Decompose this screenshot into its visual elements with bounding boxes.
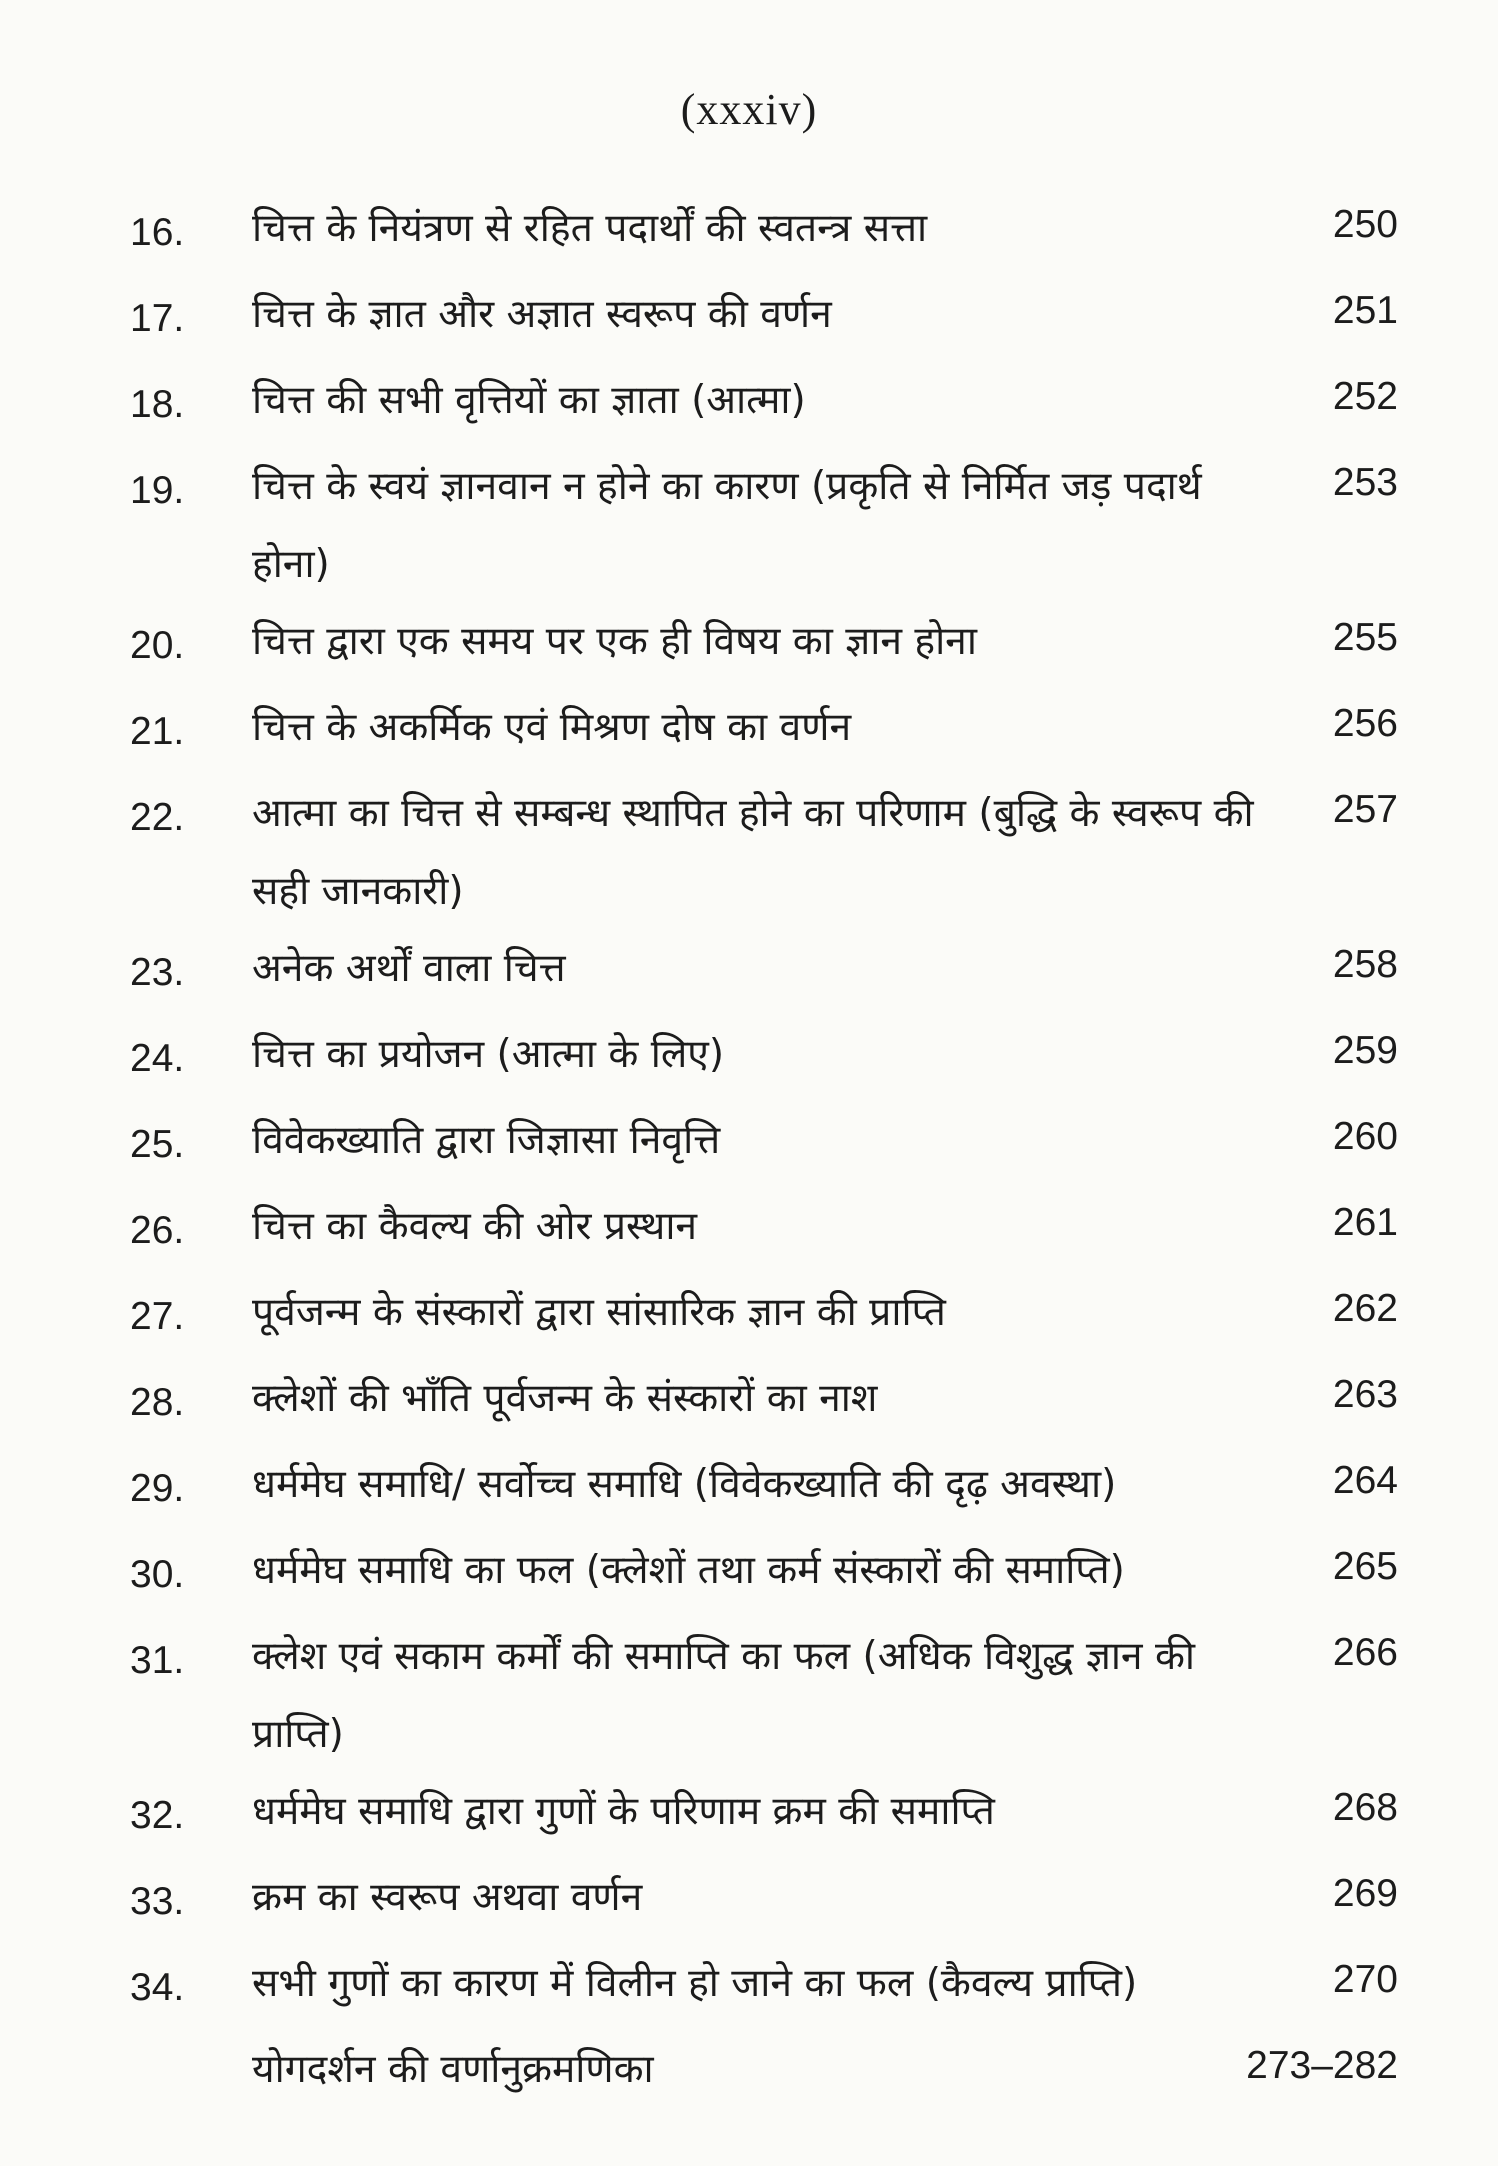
toc-entry (0, 1773, 1498, 1859)
entry-title: धर्ममेघ समाधि का फल (क्लेशों तथा कर्म संस्कारों की समाप्ति) (252, 1548, 1125, 1593)
entry-page: 273–282 (1246, 2044, 1398, 2087)
entry-page: 265 (1332, 1545, 1398, 1588)
toc-entry (0, 1945, 1498, 2031)
entry-number: 18. (130, 383, 185, 426)
entry-page: 270 (1332, 1958, 1398, 2001)
entry-number: 33. (130, 1880, 185, 1923)
toc-entry (0, 689, 1498, 775)
entry-number: 27. (130, 1295, 185, 1338)
toc-entry (0, 1102, 1498, 1188)
toc-entry (0, 1618, 1498, 1773)
entry-number: 32. (130, 1794, 185, 1837)
entry-page: 269 (1332, 1872, 1398, 1915)
entry-title: चित्त की सभी वृत्तियों का ज्ञाता (आत्मा) (252, 378, 806, 423)
entry-title: चित्त द्वारा एक समय पर एक ही विषय का ज्ञान होना (252, 619, 977, 664)
entry-number: 20. (130, 624, 185, 667)
entry-page: 250 (1332, 203, 1398, 246)
entry-number: 29. (130, 1467, 185, 1510)
toc-entry (0, 1859, 1498, 1945)
toc-entry (0, 276, 1498, 362)
entry-title: विवेकख्याति द्वारा जिज्ञासा निवृत्ति (252, 1118, 721, 1163)
entry-title: धर्ममेघ समाधि/ सर्वोच्च समाधि (विवेकख्याति की दृढ़ अवस्था) (252, 1462, 1117, 1507)
entry-page: 266 (1332, 1631, 1398, 1674)
page-number: (xxxiv) (680, 85, 818, 134)
toc-entry (0, 1532, 1498, 1618)
entry-page: 252 (1332, 375, 1398, 418)
entry-number: 31. (130, 1639, 185, 1682)
toc-entry (0, 362, 1498, 448)
entry-number: 34. (130, 1966, 185, 2009)
entry-title: सभी गुणों का कारण में विलीन हो जाने का फल (कैवल्य प्राप्ति) (252, 1961, 1138, 2006)
entry-page: 255 (1332, 616, 1398, 659)
entry-title: क्लेशों की भाँति पूर्वजन्म के संस्कारों का नाश (252, 1376, 878, 1421)
toc-entry (0, 1446, 1498, 1532)
entry-number: 22. (130, 796, 185, 839)
toc-entry (0, 190, 1498, 276)
toc-entry-index (0, 2031, 1498, 2117)
entry-title: आत्मा का चित्त से सम्बन्ध स्थापित होने का परिणाम (बुद्धि के स्वरूप की सही जानकारी) (252, 791, 1254, 914)
toc-entry (0, 775, 1498, 930)
entry-page: 258 (1332, 943, 1398, 986)
toc-entry (0, 448, 1498, 603)
entry-number: 26. (130, 1209, 185, 1252)
entry-title: अनेक अर्थों वाला चित्त (252, 946, 566, 991)
entry-number: 16. (130, 211, 185, 254)
entry-title: पूर्वजन्म के संस्कारों द्वारा सांसारिक ज्ञान की प्राप्ति (252, 1290, 946, 1335)
entry-title: चित्त का प्रयोजन (आत्मा के लिए) (252, 1032, 725, 1077)
entry-page: 256 (1332, 702, 1398, 745)
entry-number: 24. (130, 1037, 185, 1080)
toc-entry (0, 1016, 1498, 1102)
toc-entry (0, 1188, 1498, 1274)
entry-number: 28. (130, 1381, 185, 1424)
entry-page: 261 (1332, 1201, 1398, 1244)
entry-title: क्रम का स्वरूप अथवा वर्णन (252, 1875, 643, 1920)
toc-entry (0, 930, 1498, 1016)
toc-entry (0, 1274, 1498, 1360)
entry-page: 260 (1332, 1115, 1398, 1158)
entry-number: 25. (130, 1123, 185, 1166)
entry-page: 262 (1332, 1287, 1398, 1330)
entry-title: धर्ममेघ समाधि द्वारा गुणों के परिणाम क्रम की समाप्ति (252, 1789, 995, 1834)
toc-entry (0, 1360, 1498, 1446)
entry-page: 257 (1332, 788, 1398, 831)
entry-title: चित्त के स्वयं ज्ञानवान न होने का कारण (प्रकृति से निर्मित जड़ पदार्थ होना) (252, 464, 1202, 587)
entry-title: क्लेश एवं सकाम कर्मों की समाप्ति का फल (अधिक विशुद्ध ज्ञान की प्राप्ति) (252, 1634, 1196, 1757)
entry-page: 263 (1332, 1373, 1398, 1416)
entry-title: चित्त के अकर्मिक एवं मिश्रण दोष का वर्णन (252, 705, 852, 750)
entry-page: 253 (1332, 461, 1398, 504)
entry-page: 264 (1332, 1459, 1398, 1502)
entry-title: चित्त का कैवल्य की ओर प्रस्थान (252, 1204, 698, 1249)
entry-page: 268 (1332, 1786, 1398, 1829)
table-of-contents (0, 190, 1498, 2117)
toc-entry (0, 603, 1498, 689)
entry-page: 251 (1332, 289, 1398, 332)
entry-page: 259 (1332, 1029, 1398, 1072)
entry-number: 19. (130, 469, 185, 512)
entry-number: 17. (130, 297, 185, 340)
entry-title: चित्त के नियंत्रण से रहित पदार्थों की स्वतन्त्र सत्ता (252, 206, 928, 251)
entry-number: 21. (130, 710, 185, 753)
entry-title: योगदर्शन की वर्णानुक्रमणिका (252, 2047, 654, 2092)
entry-number: 23. (130, 951, 185, 994)
entry-number: 30. (130, 1553, 185, 1596)
entry-title: चित्त के ज्ञात और अज्ञात स्वरूप की वर्णन (252, 292, 832, 337)
